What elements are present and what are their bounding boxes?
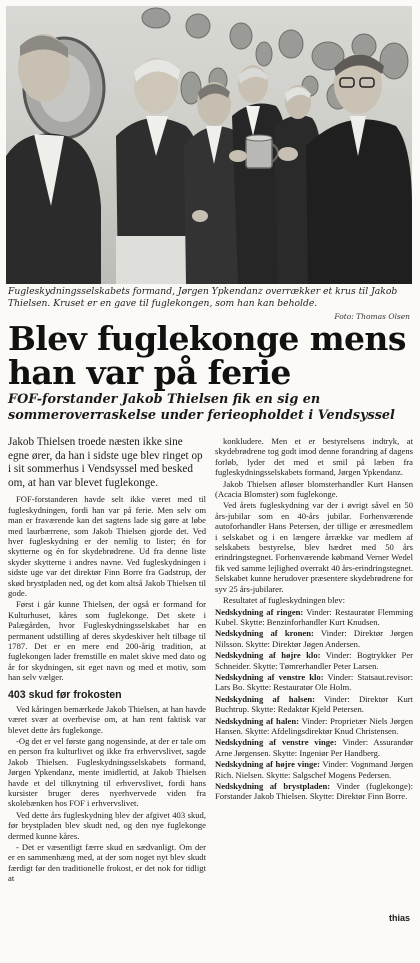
award-entry [215, 737, 413, 758]
award-title: Nedskydning af halsen: [215, 693, 316, 704]
body-paragraph: Ved kåringen bemærkede Jakob Thielsen, at han havde været svær at overbevise om, at han rent faktisk var blevet dette års fuglekonge. [8, 703, 206, 735]
award-text: Vinder: Statsaut.revisor: Lars Bo. Skytte: Restauratør Ole Holm. [215, 671, 413, 693]
award-title: Nedskydning af højre klo: [215, 650, 321, 661]
award-text: Vinder: Vognmand Jørgen Rich. Nielsen. Skytte: Salgschef Mogens Pedersen. [215, 759, 413, 780]
body-paragraph: konkludere. Men et er bestyrelsens indtryk, at skydebrødrene tog godt imod denne forandring af dagens forløb, lyder det med et smil på læben fra fugleskydningsselskabets formand, Jørgen Ypkendanz. [215, 436, 413, 478]
award-entry [215, 607, 413, 628]
award-text: Vinder: Assurandør Arne Jørgensen. Skytte: Ingeniør Per Handberg. [215, 737, 414, 758]
body-paragraph: Ved dette års fugleskydning blev der afgivet 403 skud, før brystpladen blev skudt ned, og den nye fuglekonge dermed kunne kåres. [8, 809, 206, 841]
photo-caption: Fugleskydningsselskabets formand, Jørgen Ypkendanz overrækker et krus til Jakob Thielsen. Kruset er en gave til fuglekongen, som han kan beholde. [8, 286, 398, 309]
award-title: Nedskydning af venstre vinge: [215, 737, 337, 748]
award-text: Vinder: Restauratør Flemming Kubel. Skytte: Benzinforhandler Kurt Knudsen. [215, 606, 414, 627]
award-title: Nedskydning af kronen: [215, 628, 314, 639]
award-title: Nedskydning af venstre klo: [215, 671, 324, 682]
author-signature: thias [388, 913, 410, 923]
award-text: Vinder (fuglekonge): Forstander Jakob Thielsen. Skytte: Direktør Finn Borre. [215, 781, 414, 802]
award-text: Vinder: Bogtrykker Per Schneider. Skytte: Tømrerhandler Peter Larsen. [215, 650, 413, 671]
article-column-right [215, 436, 413, 803]
article-photo [6, 6, 412, 284]
article-subhead: FOF-forstander Jakob Thielsen fik en sig en sommeroverraskelse under ferieopholdet i Vendsyssel [8, 392, 395, 423]
award-entry [215, 694, 413, 715]
award-entry [215, 759, 413, 780]
article-column-left [8, 436, 206, 885]
section-heading: 403 skud før frokosten [8, 688, 122, 701]
body-paragraph: Først i går kunne Thielsen, der også er formand for Kulturhuset, kåres som fuglekonge. Det skete i Palægården, hvor Fugleskydningsselskabet har en permanent udstilling af deres skydeskiver helt tilbage til 1787. Det er en mere end 200-årig tradition, at fuglekongen lader fremstille en malet skive med dato og år for skydningen, sit eget navn og med et motiv, som han selv vælger. [8, 599, 206, 683]
award-entry [215, 781, 413, 802]
award-text: Vinder: Direktør Kurt Buchtrup. Skytte: Redaktør Kjeld Petersen. [215, 693, 414, 715]
award-entry [215, 672, 413, 693]
award-title: Nedskydning af brystpladen: [215, 781, 331, 791]
award-entry [215, 716, 413, 737]
body-paragraph: Resultatet af fugleskydningen blev: [223, 595, 345, 606]
award-entry [215, 628, 413, 649]
article-lead: Jakob Thielsen troede næsten ikke sine egne ører, da han i sidste uge blev ringet op i sit sommerhus i Vendsyssel med besked om, at han var blevet fuglekonge. [8, 436, 203, 489]
photo-credit: Foto: Thomas Olsen [334, 312, 410, 321]
article-headline: Blev fuglekonge mens han var på ferie [8, 319, 406, 392]
award-entry [215, 650, 413, 671]
body-paragraph: -Og det er vel første gang nogensinde, at der er tale om en person fra kulturlivet og ikke fra erhvervslivet, sagde Jakob Thielsen. Fugleskydningsselskabets formand, Jørgen Ypkendanz, mente imidlertid, at Jakob Thielsen havde et del tilknytning til erhvervslivet, fordi hans kursister bruger deres nyerhvervede viden fra skolebænken hos FOF i erhvervslivet. [8, 735, 206, 809]
body-paragraph: FOF-forstanderen havde selt ikke været med til fugleskydningen, fordi han var på ferie. Men selv om man er fraværende kan det sagtens lade sig gøre at løbe med laurbærrene, som Jakob Thielsen gjorde det. Ved hver fugleskydning er der nemlig to lister; én for skytterne og én for skydebrødrene. Ud fra denne liste skyder skytterne i andres navne. Ved fugleskydningen i sidste uge var det direktør Finn Borre fra Gadstrup, der skød brystpladen ned, og det kom altså Jakob Thielsen til gode. [8, 494, 206, 599]
photo-illustration [6, 6, 412, 284]
body-paragraph: Jakob Thielsen afløser blomsterhandler Kurt Hansen (Acacia Blomster) som fuglekonge. [215, 478, 413, 500]
body-paragraph: - Det er væsentligt færre skud en sædvanligt. Om der er en sammenhæng med, at der som noget nyt blev skudt færdigt før den traditionelle frokost, er det nok for tidligt at [8, 841, 206, 884]
award-title: Nedskydning af halen: [215, 715, 299, 726]
award-text: Vinder: Proprietær Niels Jørgen Hansen. Skytte: Afdelingsdirektør Knud Christensen. [215, 715, 413, 736]
award-title: Nedskydning af ringen: [215, 606, 304, 617]
body-paragraph: Ved årets fugleskydning var der i øvrigt såvel en 50 års-jubilar som en 40-års jubilar. Forhenværende autoforhandler Hans Petersen, der tillige er æresmedlem i selskabet og i en længere årrække var medlem af selskabets bestyrelse, blev hædret med 50 års erindringstegnet. Forhenværende købmand Verner Wedel fik ved samme lejlighed overrakt 40 års-erindringstegnet. Selskabet kunne herudover præsentere skydebrødrene for syv 25 års-jubilarer. [215, 500, 413, 594]
award-title: Nedskydning af højre vinge: [215, 759, 320, 770]
award-text: Vinder: Direktør Jørgen Nilsson. Skytte: Direktør Jøgen Andersen. [215, 628, 413, 649]
